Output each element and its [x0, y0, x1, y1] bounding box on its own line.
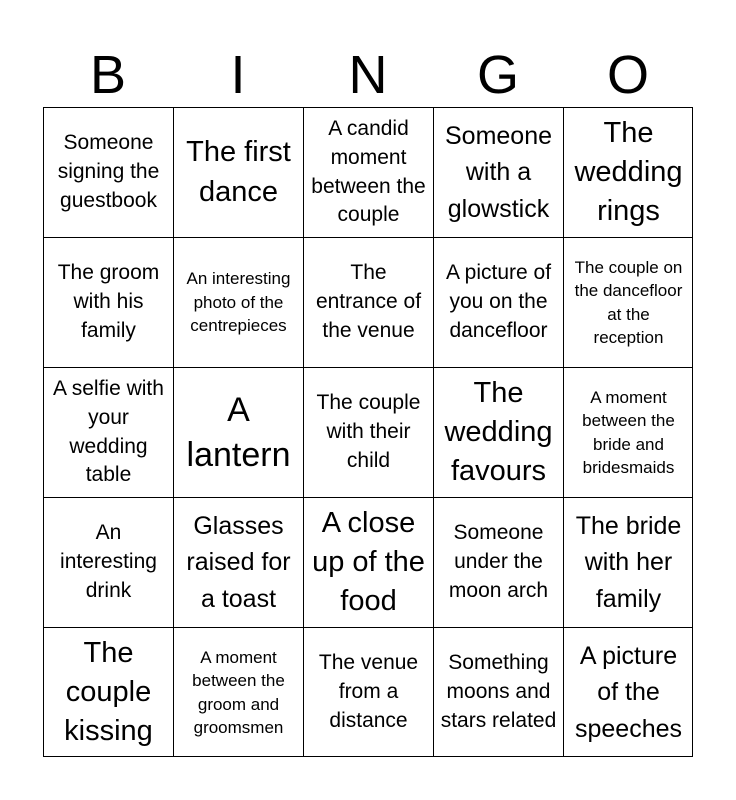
cell-text: A lantern [186, 391, 291, 474]
cell-text: A candid moment between the couple [311, 116, 426, 227]
bingo-cell[interactable] [433, 497, 563, 627]
cell-text: The couple with their child [316, 391, 421, 472]
bingo-cell[interactable] [43, 107, 173, 237]
bingo-cell[interactable] [563, 237, 693, 367]
cell-text: An interesting photo of the centrepieces [186, 269, 291, 336]
bingo-cell[interactable] [563, 367, 693, 497]
bingo-cell[interactable] [173, 627, 303, 757]
cell-text: The first dance [186, 136, 291, 208]
cell-text: A moment between the bride and bridesmaids [582, 387, 675, 477]
bingo-cell[interactable] [433, 237, 563, 367]
cell-text: The couple kissing [64, 636, 153, 748]
bingo-cell[interactable] [173, 237, 303, 367]
cell-text: The groom with his family [57, 261, 160, 342]
cell-text: A moment between the groom and groomsmen [192, 647, 285, 737]
cell-text: The couple on the dancefloor at the reception [574, 257, 683, 347]
bingo-cell[interactable] [43, 367, 173, 497]
bingo-board [43, 107, 693, 757]
cell-text: An interesting drink [60, 521, 157, 602]
bingo-cell[interactable] [43, 237, 173, 367]
bingo-cell[interactable] [303, 497, 433, 627]
bingo-cell[interactable] [43, 497, 173, 627]
cell-text: A picture of the speeches [574, 642, 683, 743]
bingo-cell[interactable] [303, 627, 433, 757]
bingo-cell[interactable] [173, 367, 303, 497]
bingo-cell[interactable] [563, 627, 693, 757]
cell-text: The wedding rings [574, 116, 683, 228]
cell-text: Someone with a glowstick [444, 122, 553, 223]
bingo-cell[interactable] [173, 107, 303, 237]
cell-text: The venue from a distance [318, 651, 419, 732]
cell-text: The entrance of the venue [315, 261, 422, 342]
bingo-cell[interactable] [433, 367, 563, 497]
bingo-cell[interactable] [563, 497, 693, 627]
header-letter-b: B [89, 45, 127, 105]
cell-text: A selfie with your wedding table [53, 376, 164, 487]
bingo-cell[interactable] [433, 627, 563, 757]
cell-text: Someone signing the guestbook [57, 131, 160, 212]
bingo-cell[interactable] [303, 237, 433, 367]
bingo-cell[interactable] [433, 107, 563, 237]
cell-text: The bride with her family [575, 512, 682, 613]
bingo-cell[interactable] [303, 367, 433, 497]
cell-text: A close up of the food [312, 506, 425, 618]
cell-text: Something moons and stars related [440, 651, 557, 732]
cell-text: Glasses raised for a toast [186, 512, 291, 613]
bingo-cell[interactable] [43, 627, 173, 757]
header-letter-g: G [476, 45, 519, 105]
bingo-cell[interactable] [303, 107, 433, 237]
header-letter-o: O [606, 45, 649, 105]
cell-text: Someone under the moon arch [448, 521, 549, 602]
cell-text: A picture of you on the dancefloor [445, 261, 552, 342]
bingo-cell[interactable] [173, 497, 303, 627]
bingo-header [43, 44, 693, 106]
header-letter-n: N [348, 45, 388, 105]
header-letter-i: I [230, 45, 246, 105]
cell-text: The wedding favours [444, 376, 553, 488]
bingo-cell[interactable] [563, 107, 693, 237]
